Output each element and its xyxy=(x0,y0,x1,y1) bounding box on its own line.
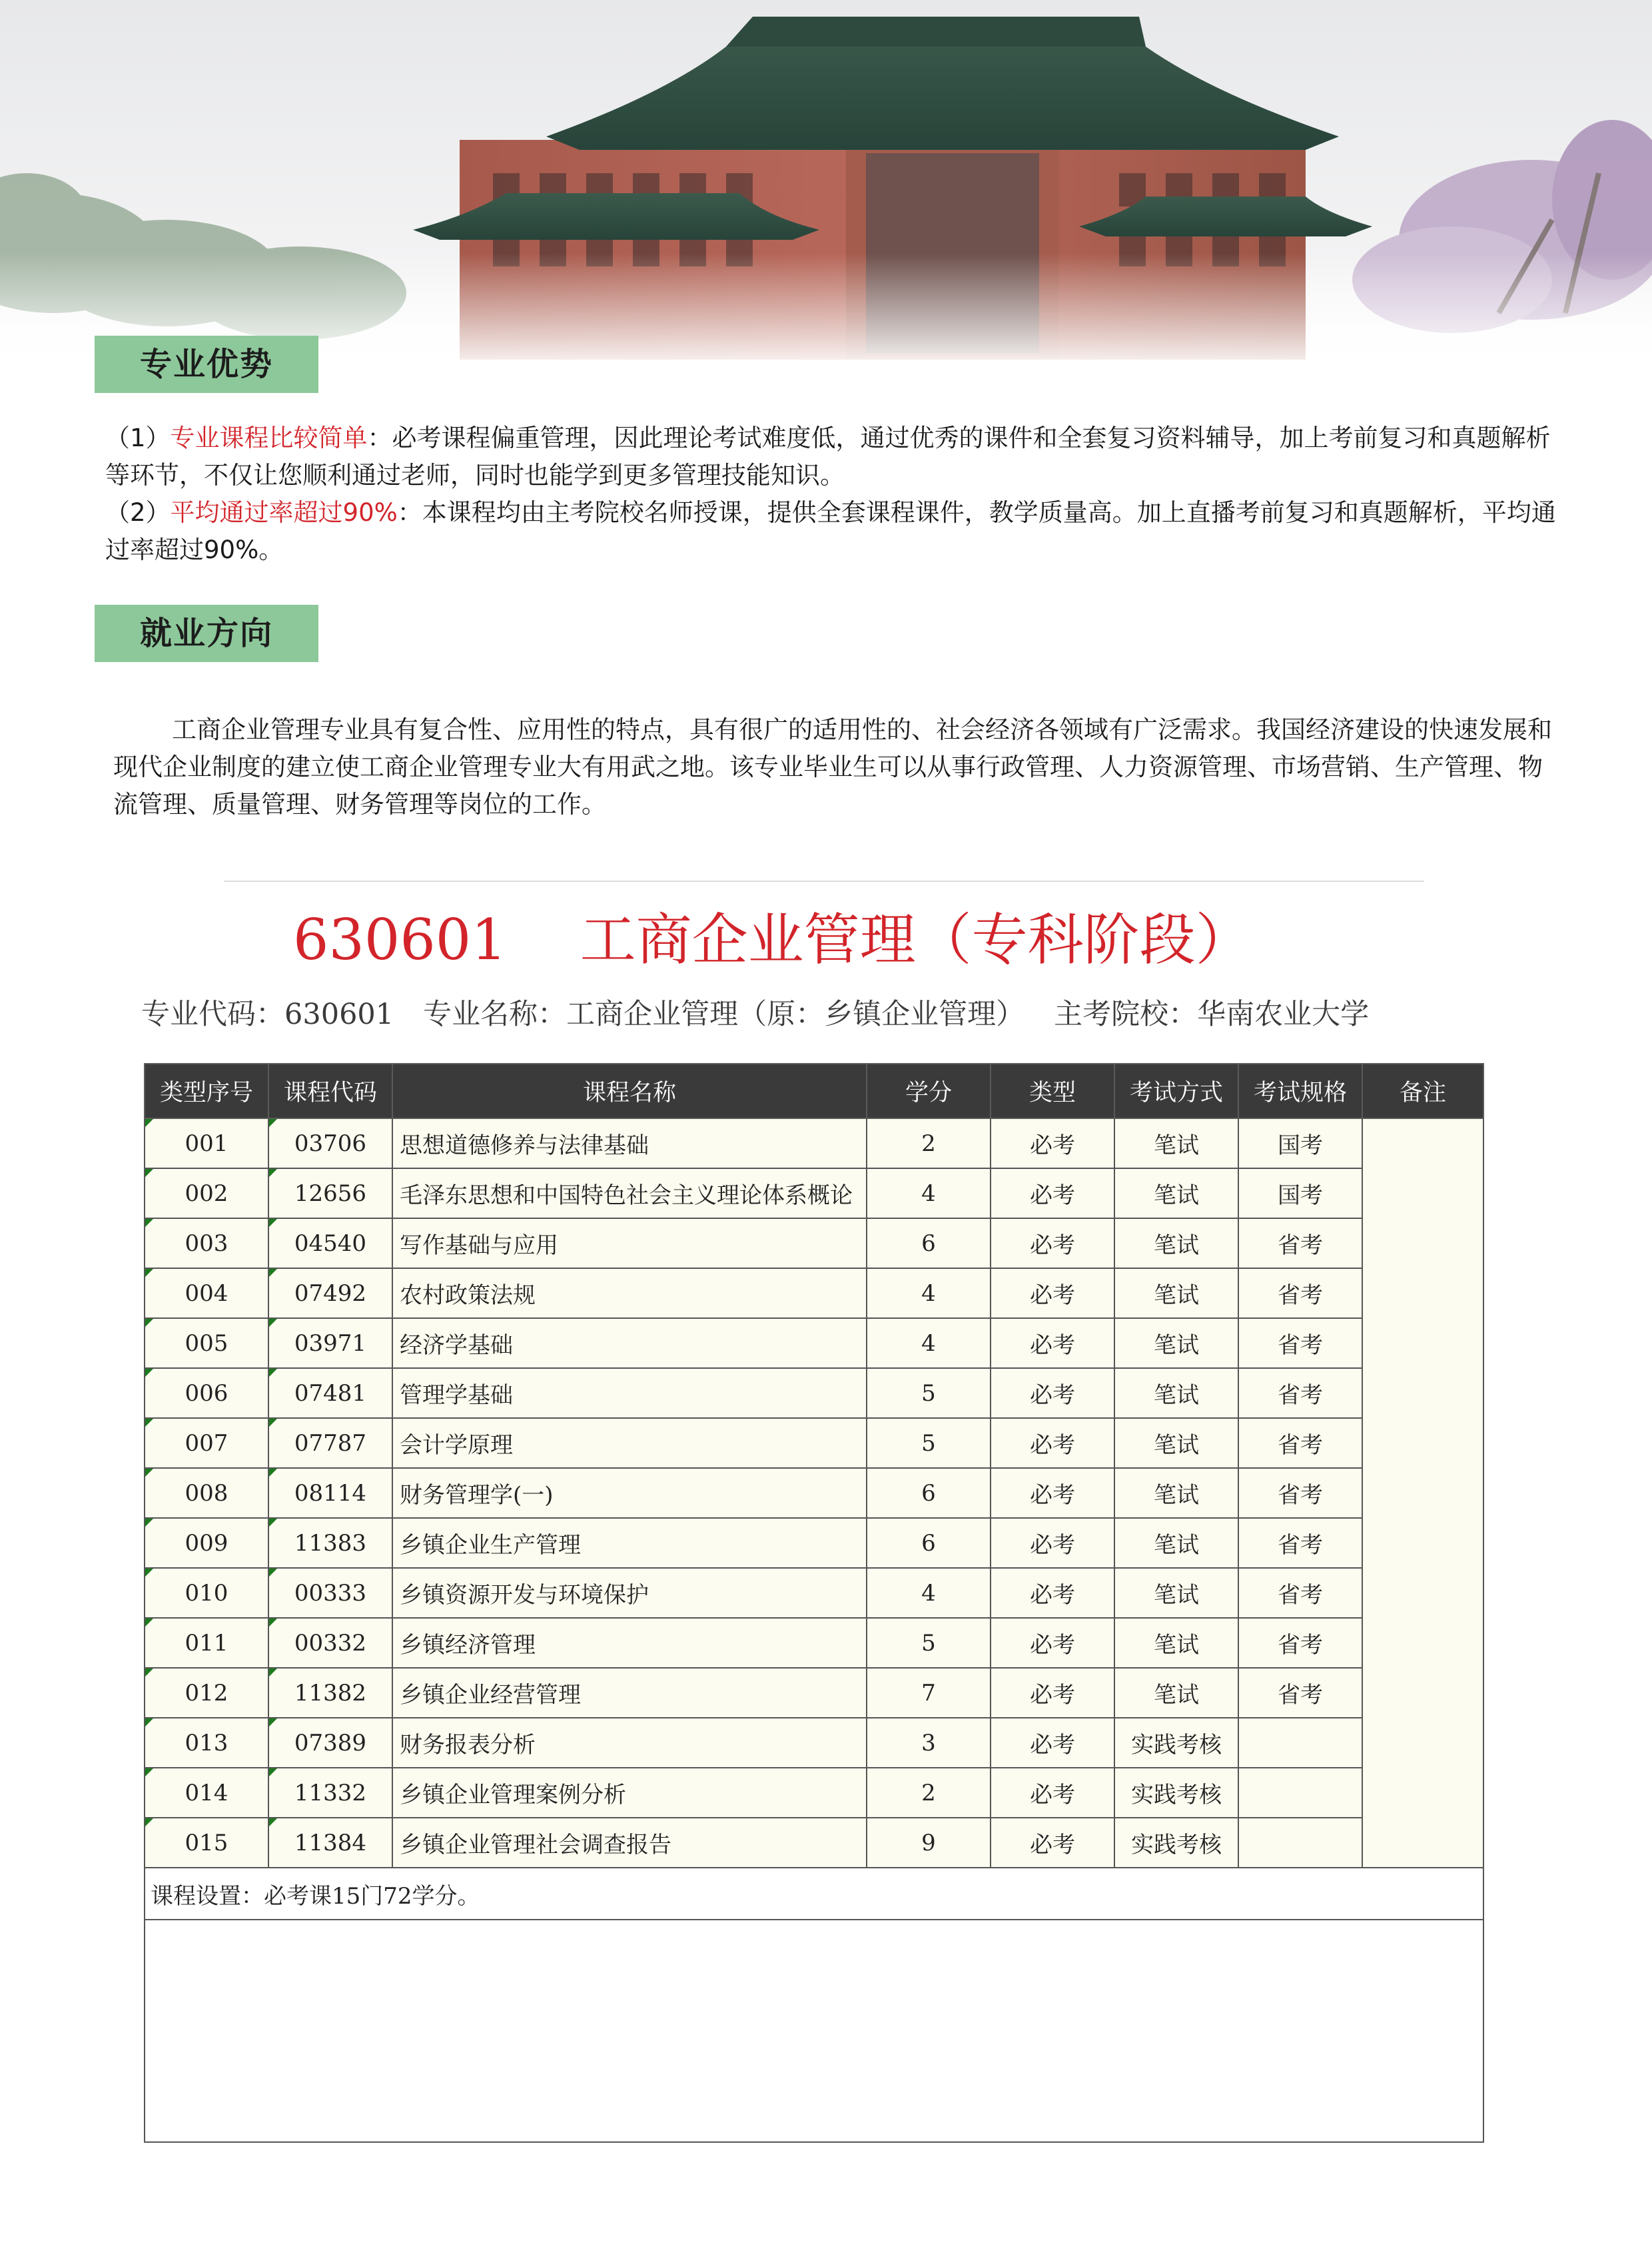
cell-type: 必考 xyxy=(991,1718,1114,1768)
table-row xyxy=(145,1418,1483,1468)
cell-seq: 011 xyxy=(145,1618,268,1668)
advantage-item-1: （1）专业课程比较简单：必考课程偏重管理，因此理论考试难度低，通过优秀的课件和全套复习资料辅导，加上考前复习和真题解析等环节，不仅让您顺利通过老师，同时也能学到更多管理技能知识。 xyxy=(105,424,1551,490)
cell-credit: 5 xyxy=(867,1618,991,1668)
cell-seq: 008 xyxy=(145,1468,268,1518)
cell-code: 11383 xyxy=(268,1518,392,1568)
cell-code: 11332 xyxy=(268,1768,392,1818)
advantage-item-2: （2）平均通过率超过90%：本课程均由主考院校名师授课，提供全套课程课件，教学质量高。加上直播考前复习和真题解析，平均通过率超过90%。 xyxy=(105,498,1556,564)
program-code-label: 专业代码：630601 xyxy=(141,998,394,1031)
cell-mode: 笔试 xyxy=(1114,1318,1238,1368)
cell-name: 经济学基础 xyxy=(392,1318,867,1368)
cell-type: 必考 xyxy=(991,1218,1114,1268)
cell-credit: 5 xyxy=(867,1418,991,1468)
blank-cell xyxy=(145,1920,1483,2142)
cell-code: 12656 xyxy=(268,1168,392,1218)
table-row xyxy=(145,1468,1483,1518)
cell-type: 必考 xyxy=(991,1318,1114,1368)
cell-seq: 015 xyxy=(145,1818,268,1868)
table-row xyxy=(145,1168,1483,1218)
table-summary-row xyxy=(145,1868,1483,1920)
cell-credit: 4 xyxy=(867,1318,991,1368)
cell-name: 乡镇企业经营管理 xyxy=(392,1668,867,1718)
cell-code: 00332 xyxy=(268,1618,392,1668)
cell-type: 必考 xyxy=(991,1568,1114,1618)
cell-name: 乡镇企业生产管理 xyxy=(392,1518,867,1568)
hero-illustration xyxy=(0,0,1652,373)
cell-seq: 004 xyxy=(145,1268,268,1318)
program-name-label: 专业名称：工商企业管理（原：乡镇企业管理） xyxy=(423,998,1025,1031)
advantage-highlight: 专业课程比较简单 xyxy=(170,424,368,452)
table-row xyxy=(145,1718,1483,1768)
cell-type: 必考 xyxy=(991,1268,1114,1318)
header-seq: 类型序号 xyxy=(145,1064,268,1118)
cell-type: 必考 xyxy=(991,1418,1114,1468)
cell-credit: 2 xyxy=(867,1118,991,1168)
advantages-text xyxy=(105,420,1557,569)
section-tag-employment: 就业方向 xyxy=(95,605,318,662)
cell-level: 省考 xyxy=(1238,1518,1362,1568)
cell-seq: 001 xyxy=(145,1118,268,1168)
cell-type: 必考 xyxy=(991,1468,1114,1518)
table-row xyxy=(145,1118,1483,1168)
cell-level: 省考 xyxy=(1238,1418,1362,1468)
header-name: 课程名称 xyxy=(392,1064,867,1118)
header-code: 课程代码 xyxy=(268,1064,392,1118)
cell-type: 必考 xyxy=(991,1668,1114,1718)
header-credit: 学分 xyxy=(867,1064,991,1118)
header-type: 类型 xyxy=(991,1064,1114,1118)
cell-level: 省考 xyxy=(1238,1618,1362,1668)
table-row xyxy=(145,1368,1483,1418)
cell-mode: 笔试 xyxy=(1114,1568,1238,1618)
table-blank-row xyxy=(145,1920,1483,2142)
program-name: 工商企业管理（专科阶段） xyxy=(580,907,1252,972)
cell-mode: 笔试 xyxy=(1114,1618,1238,1668)
cell-type: 必考 xyxy=(991,1118,1114,1168)
cell-level: 省考 xyxy=(1238,1318,1362,1368)
cell-seq: 003 xyxy=(145,1218,268,1268)
table-row xyxy=(145,1668,1483,1718)
table-header-row xyxy=(145,1064,1483,1118)
cell-credit: 6 xyxy=(867,1218,991,1268)
cell-mode: 笔试 xyxy=(1114,1218,1238,1268)
cell-seq: 002 xyxy=(145,1168,268,1218)
cell-name: 财务报表分析 xyxy=(392,1718,867,1768)
cell-mode: 笔试 xyxy=(1114,1168,1238,1218)
cell-seq: 006 xyxy=(145,1368,268,1418)
cell-name: 思想道德修养与法律基础 xyxy=(392,1118,867,1168)
divider xyxy=(224,881,1424,882)
cell-credit: 4 xyxy=(867,1268,991,1318)
program-school-label: 主考院校：华南农业大学 xyxy=(1054,998,1370,1031)
table-row xyxy=(145,1218,1483,1268)
cell-code: 00333 xyxy=(268,1568,392,1618)
cell-mode: 笔试 xyxy=(1114,1668,1238,1718)
cell-code: 04540 xyxy=(268,1218,392,1268)
table-row xyxy=(145,1318,1483,1368)
header-note: 备注 xyxy=(1362,1064,1483,1118)
cell-mode: 笔试 xyxy=(1114,1468,1238,1518)
cell-type: 必考 xyxy=(991,1818,1114,1868)
cell-name: 乡镇资源开发与环境保护 xyxy=(392,1568,867,1618)
cell-mode: 笔试 xyxy=(1114,1368,1238,1418)
section-tag-advantages: 专业优势 xyxy=(95,336,318,393)
cell-credit: 7 xyxy=(867,1668,991,1718)
cell-mode: 笔试 xyxy=(1114,1418,1238,1468)
cell-code: 07389 xyxy=(268,1718,392,1768)
cell-credit: 3 xyxy=(867,1718,991,1768)
cell-name: 毛泽东思想和中国特色社会主义理论体系概论 xyxy=(392,1168,867,1218)
cell-note xyxy=(1362,1118,1483,1868)
cell-mode: 笔试 xyxy=(1114,1118,1238,1168)
header-mode: 考试方式 xyxy=(1114,1064,1238,1118)
cell-seq: 005 xyxy=(145,1318,268,1368)
program-info xyxy=(141,991,1398,1038)
cell-type: 必考 xyxy=(991,1368,1114,1418)
cell-code: 03971 xyxy=(268,1318,392,1368)
cell-code: 07787 xyxy=(268,1418,392,1468)
cell-seq: 010 xyxy=(145,1568,268,1618)
cell-level: 省考 xyxy=(1238,1268,1362,1318)
cell-code: 07492 xyxy=(268,1268,392,1318)
table-row xyxy=(145,1618,1483,1668)
cell-seq: 007 xyxy=(145,1418,268,1468)
cell-seq: 014 xyxy=(145,1768,268,1818)
employment-text: 工商企业管理专业具有复合性、应用性的特点，具有很广的适用性的、社会经济各领域有广泛需求。我国经济建设的快速发展和现代企业制度的建立使工商企业管理专业大有用武之地。该专业毕业生可以从事行政管理、人力资源管理、市场营销、生产管理、物流管理、质量管理、财务管理等岗位的工作。 xyxy=(113,715,1552,819)
course-table xyxy=(144,1063,1484,2143)
cell-name: 乡镇经济管理 xyxy=(392,1618,867,1668)
cell-mode: 笔试 xyxy=(1114,1268,1238,1318)
cell-name: 会计学原理 xyxy=(392,1418,867,1468)
cell-type: 必考 xyxy=(991,1618,1114,1668)
cell-level: 省考 xyxy=(1238,1218,1362,1268)
cell-mode: 实践考核 xyxy=(1114,1818,1238,1868)
cell-type: 必考 xyxy=(991,1518,1114,1568)
cell-credit: 9 xyxy=(867,1818,991,1868)
table-row xyxy=(145,1568,1483,1618)
cell-mode: 笔试 xyxy=(1114,1518,1238,1568)
header-level: 考试规格 xyxy=(1238,1064,1362,1118)
cell-credit: 6 xyxy=(867,1518,991,1568)
cell-code: 07481 xyxy=(268,1368,392,1418)
program-code: 630601 xyxy=(293,907,507,972)
cell-name: 农村政策法规 xyxy=(392,1268,867,1318)
cell-credit: 4 xyxy=(867,1168,991,1218)
cell-name: 乡镇企业管理案例分析 xyxy=(392,1768,867,1818)
cell-mode: 实践考核 xyxy=(1114,1768,1238,1818)
cell-credit: 2 xyxy=(867,1768,991,1818)
cell-credit: 4 xyxy=(867,1568,991,1618)
cell-level xyxy=(1238,1818,1362,1868)
cell-credit: 5 xyxy=(867,1368,991,1418)
course-table-wrapper xyxy=(144,1063,1483,2143)
cell-type: 必考 xyxy=(991,1768,1114,1818)
cell-seq: 013 xyxy=(145,1718,268,1768)
cell-level xyxy=(1238,1768,1362,1818)
cell-level: 国考 xyxy=(1238,1168,1362,1218)
cell-code: 11384 xyxy=(268,1818,392,1868)
cell-seq: 009 xyxy=(145,1518,268,1568)
cell-type: 必考 xyxy=(991,1168,1114,1218)
program-title xyxy=(293,903,1252,976)
cell-credit: 6 xyxy=(867,1468,991,1518)
course-summary: 课程设置：必考课15门72学分。 xyxy=(145,1868,1483,1920)
cell-level: 国考 xyxy=(1238,1118,1362,1168)
advantage-highlight: 平均通过率超过90% xyxy=(170,498,398,527)
cell-code: 03706 xyxy=(268,1118,392,1168)
cell-level: 省考 xyxy=(1238,1668,1362,1718)
table-row xyxy=(145,1268,1483,1318)
cell-level: 省考 xyxy=(1238,1368,1362,1418)
cell-name: 财务管理学(一) xyxy=(392,1468,867,1518)
table-row xyxy=(145,1818,1483,1868)
cell-level xyxy=(1238,1718,1362,1768)
table-row xyxy=(145,1768,1483,1818)
cell-seq: 012 xyxy=(145,1668,268,1718)
cell-name: 乡镇企业管理社会调查报告 xyxy=(392,1818,867,1868)
cell-name: 写作基础与应用 xyxy=(392,1218,867,1268)
cell-code: 11382 xyxy=(268,1668,392,1718)
cell-code: 08114 xyxy=(268,1468,392,1518)
table-row xyxy=(145,1518,1483,1568)
cell-mode: 实践考核 xyxy=(1114,1718,1238,1768)
cell-level: 省考 xyxy=(1238,1468,1362,1518)
cell-name: 管理学基础 xyxy=(392,1368,867,1418)
cell-level: 省考 xyxy=(1238,1568,1362,1618)
